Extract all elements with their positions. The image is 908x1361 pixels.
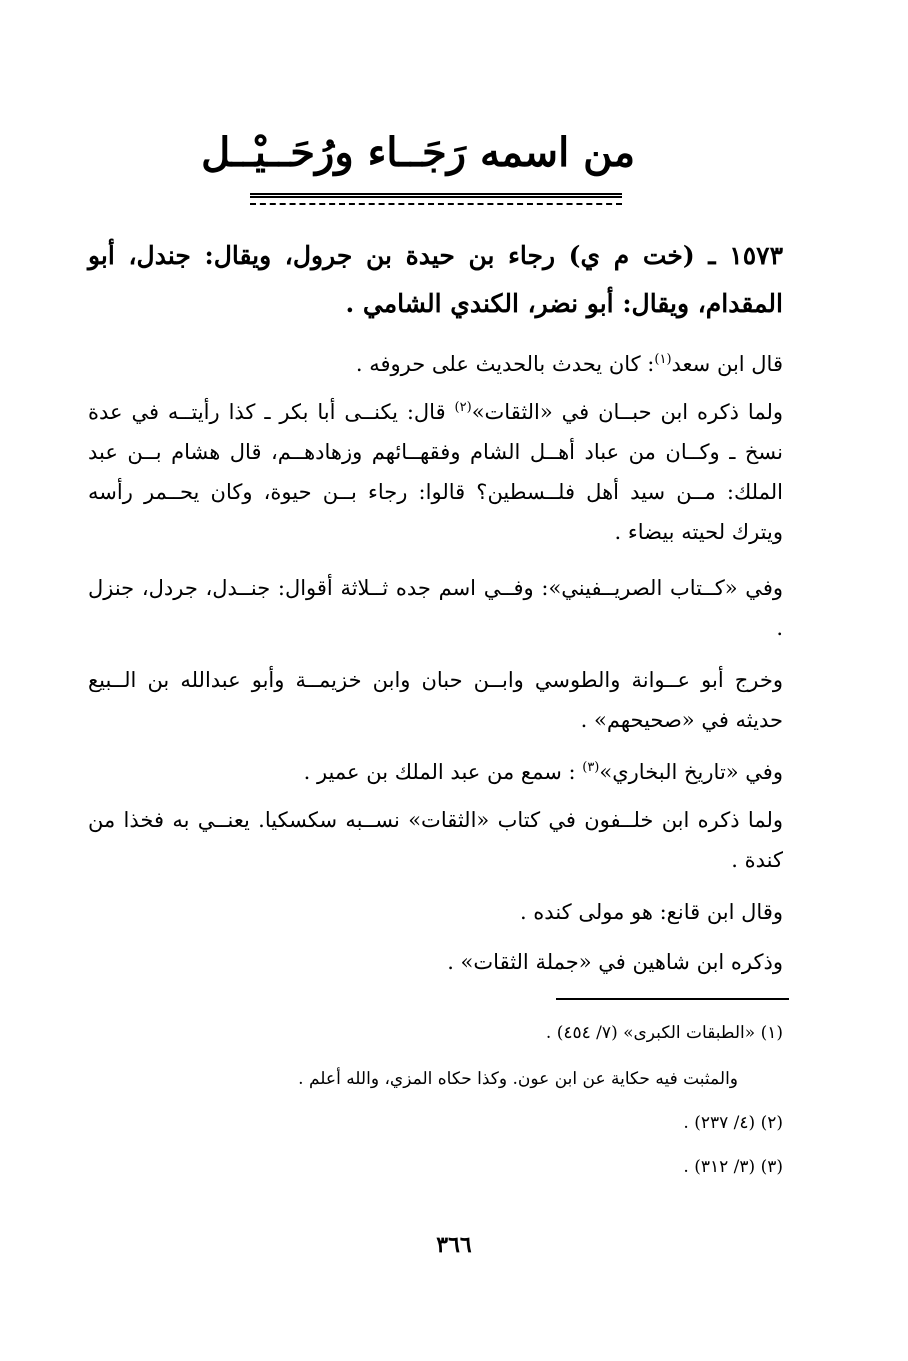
- paragraph-1: [88, 340, 828, 384]
- entry-heading: ١٥٧٣ ـ (خت م ي) رجاء بن حيدة بن جرول، ويقال: جندل، أبو المقدام، ويقال: أبو نضر، الكندي الشامي .: [88, 241, 783, 318]
- paragraph-5: [88, 748, 783, 792]
- paragraph-text: قال ابن سعد: [671, 352, 783, 376]
- paragraph-text: : كان يحدث بالحديث على حروفه .: [355, 352, 655, 376]
- page-number: ٣٦٦: [436, 1232, 472, 1258]
- paragraph-2: [88, 388, 783, 552]
- paragraph-text: وذكره ابن شاهين في «جملة الثقات» .: [447, 950, 783, 974]
- title-underline: [250, 193, 622, 198]
- paragraph-text: : سمع من عبد الملك بن عمير .: [303, 760, 583, 784]
- footnote-ref: (٣): [582, 760, 600, 775]
- chapter-title: من اسمه رَجَــاء ورُحَــيْــل: [201, 129, 635, 176]
- paragraph-3: [88, 568, 783, 648]
- paragraph-text: قال: يكنــى أبا بكر ـ كذا رأيتــه في عدة نسخ ـ وكــان من عباد أهــل الشام وفقهــائهم وزهادهــم، قال هشام بــن عبد الملك: مــن سيد أهل فلــسطين؟ قالوا: رجاء بــن حيوة، وكان يحــمر رأسه ويترك لحيته بيضاء .: [88, 400, 783, 544]
- footnote-ref: (٢): [454, 400, 472, 415]
- paragraph-text: ولما ذكره ابن خلــفون في كتاب «الثقات» نســبه سكسكيا. يعنــي به فخذا من كندة .: [88, 808, 783, 872]
- paragraph-8: [88, 942, 783, 982]
- paragraph-4: [88, 660, 783, 740]
- paragraph-text: وفي «تاريخ البخاري»: [599, 760, 783, 784]
- paragraph-text: وقال ابن قانع: هو مولى كنده .: [519, 900, 783, 924]
- footnote-1-note: والمثبت فيه حكاية عن ابن عون. وكذا حكاه المزي، والله أعلم .: [298, 1069, 738, 1089]
- title-underline-dashed: [250, 203, 622, 205]
- footnote-ref: (١): [654, 352, 672, 367]
- paragraph-6: [88, 800, 783, 880]
- paragraph-7: [88, 892, 783, 932]
- footnote-3: (٣) (٣/ ٣١٢) .: [683, 1157, 783, 1177]
- footnote-1: (١) «الطبقات الكبرى» (٧/ ٤٥٤) .: [545, 1023, 783, 1043]
- footnote-separator: [556, 998, 789, 1000]
- paragraph-text: وخرج أبو عــوانة والطوسي وابــن حبان وابن خزيمــة وأبو عبدالله بن الــبيع حديثه في «صحيحهم» .: [88, 668, 783, 732]
- paragraph-text: وفي «كــتاب الصريــفيني»: وفــي اسم جده ثــلاثة أقوال: جنــدل، جردل، جنزل .: [88, 576, 783, 640]
- footnote-2: (٢) (٤/ ٢٣٧) .: [683, 1113, 783, 1133]
- paragraph-text: ولما ذكره ابن حبــان في «الثقات»: [471, 400, 783, 424]
